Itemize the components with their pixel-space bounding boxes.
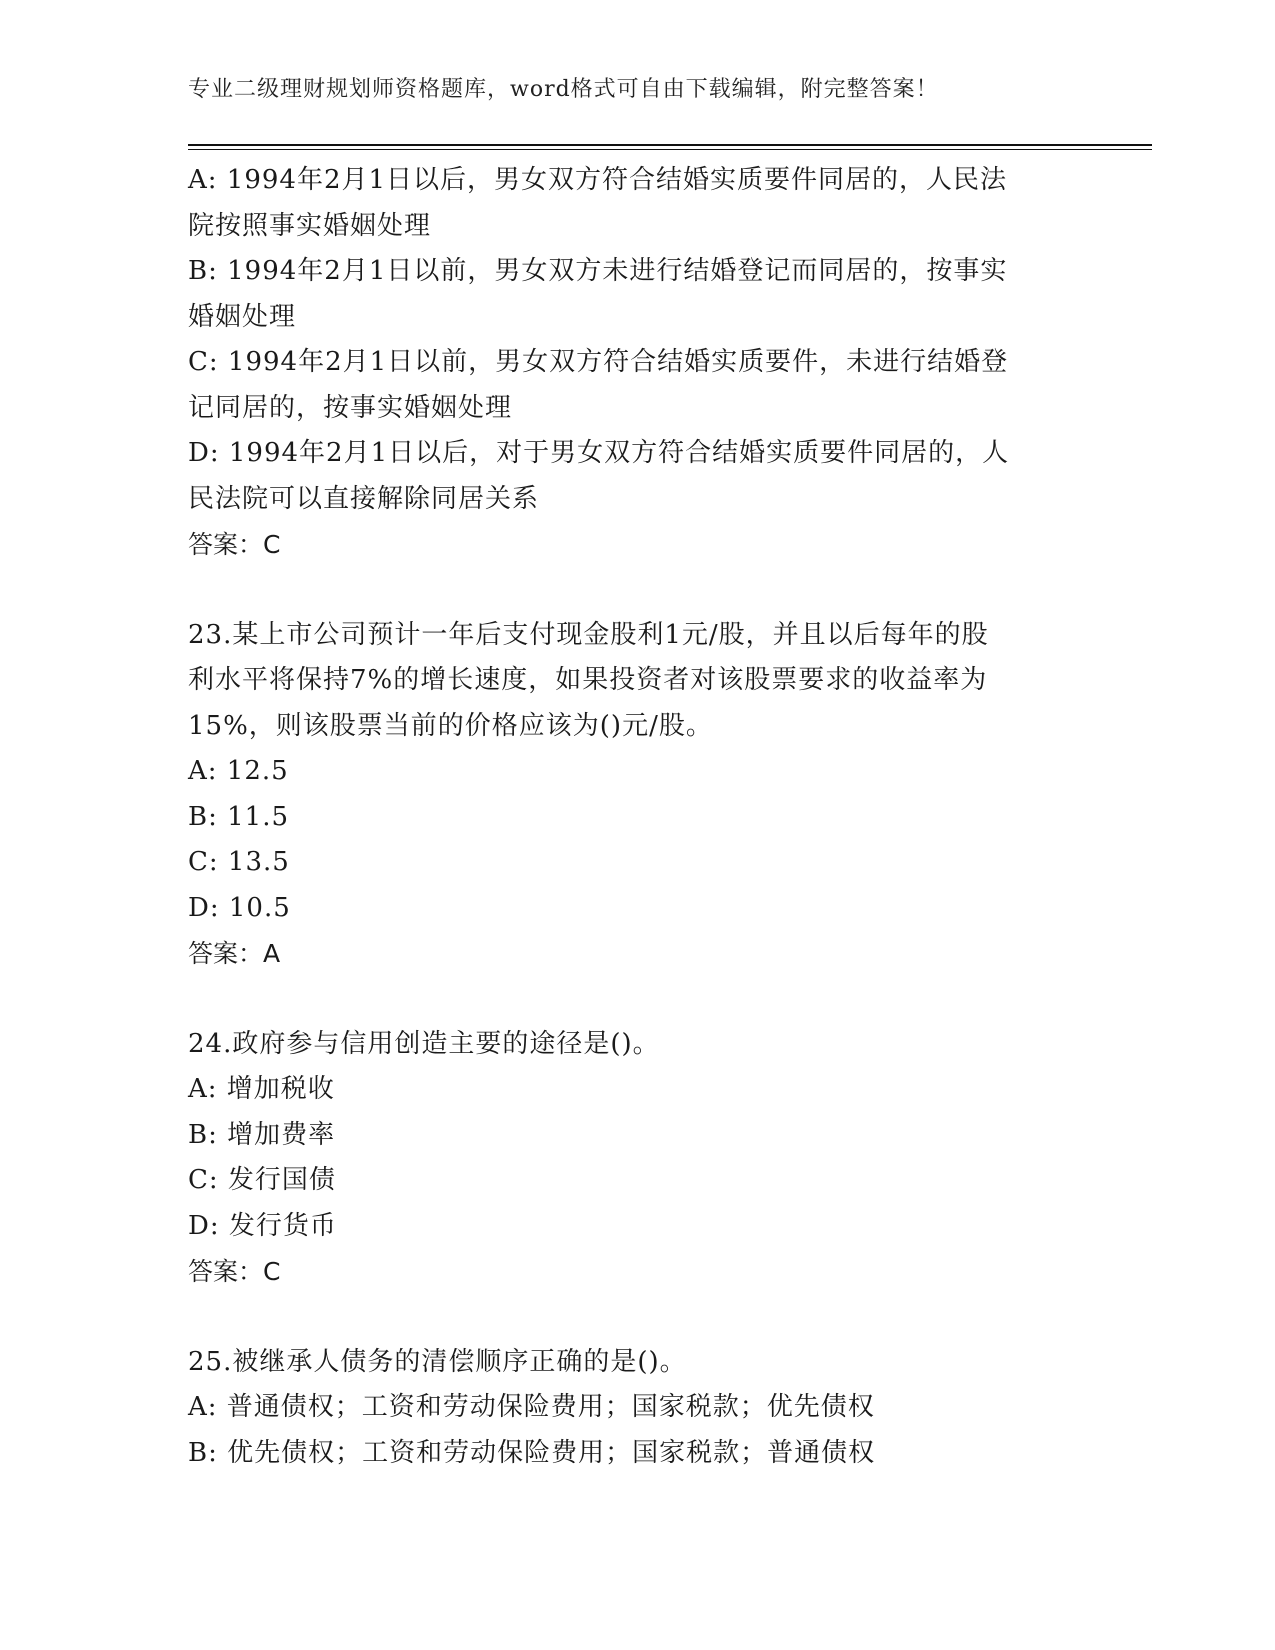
answer-text: 答案：C xyxy=(188,1257,281,1286)
option-a: A: 普通债权；工资和劳动保险费用；国家税款；优先债权 xyxy=(188,1392,875,1422)
answer-text: 答案：A xyxy=(188,939,281,968)
option-d: D: 10.5 xyxy=(188,892,291,923)
question-stem: 25.被继承人债务的清偿顺序正确的是()。 xyxy=(188,1346,687,1377)
option-b: B: 增加费率 xyxy=(188,1119,336,1150)
question-stem: 24.政府参与信用创造主要的途径是()。 xyxy=(188,1028,660,1059)
question-stem-line: 利水平将保持7%的增长速度，如果投资者对该股票要求的收益率为 xyxy=(188,665,988,695)
question-stem-line: 23.某上市公司预计一年后支付现金股利1元/股，并且以后每年的股 xyxy=(188,619,989,650)
option-a: A: 12.5 xyxy=(188,756,289,786)
question-stem-line: 15%，则该股票当前的价格应该为()元/股。 xyxy=(188,710,713,741)
question-content xyxy=(188,158,1088,1476)
option-c-line: 记同居的，按事实婚姻处理 xyxy=(188,392,513,423)
option-d-line: D: 1994年2月1日以后，对于男女双方符合结婚实质要件同居的，人 xyxy=(188,438,1010,468)
header-divider xyxy=(188,144,1152,150)
option-c: C: 13.5 xyxy=(188,847,290,877)
question-22 xyxy=(188,158,1088,568)
option-d-line: 民法院可以直接解除同居关系 xyxy=(188,483,540,514)
question-24 xyxy=(188,1022,1088,1295)
option-b-line: B: 1994年2月1日以前，男女双方未进行结婚登记而同居的，按事实 xyxy=(188,256,1008,286)
spacer xyxy=(188,568,1088,613)
option-b: B: 优先债权；工资和劳动保险费用；国家税款；普通债权 xyxy=(188,1437,876,1468)
question-25 xyxy=(188,1340,1088,1477)
option-d: D: 发行货币 xyxy=(188,1210,337,1241)
spacer xyxy=(188,977,1088,1022)
option-c-line: C: 1994年2月1日以前，男女双方符合结婚实质要件，未进行结婚登 xyxy=(188,347,1009,377)
option-a-line: 院按照事实婚姻处理 xyxy=(188,210,432,241)
option-a: A: 增加税收 xyxy=(188,1074,335,1104)
question-23 xyxy=(188,613,1088,977)
option-a-line: A: 1994年2月1日以后，男女双方符合结婚实质要件同居的，人民法 xyxy=(188,165,1008,195)
spacer xyxy=(188,1295,1088,1340)
page-header: 专业二级理财规划师资格题库，word格式可自由下载编辑，附完整答案！ xyxy=(188,77,939,102)
option-b-line: 婚姻处理 xyxy=(188,301,297,332)
answer-text: 答案：C xyxy=(188,530,281,559)
option-c: C: 发行国债 xyxy=(188,1165,336,1195)
option-b: B: 11.5 xyxy=(188,801,290,832)
